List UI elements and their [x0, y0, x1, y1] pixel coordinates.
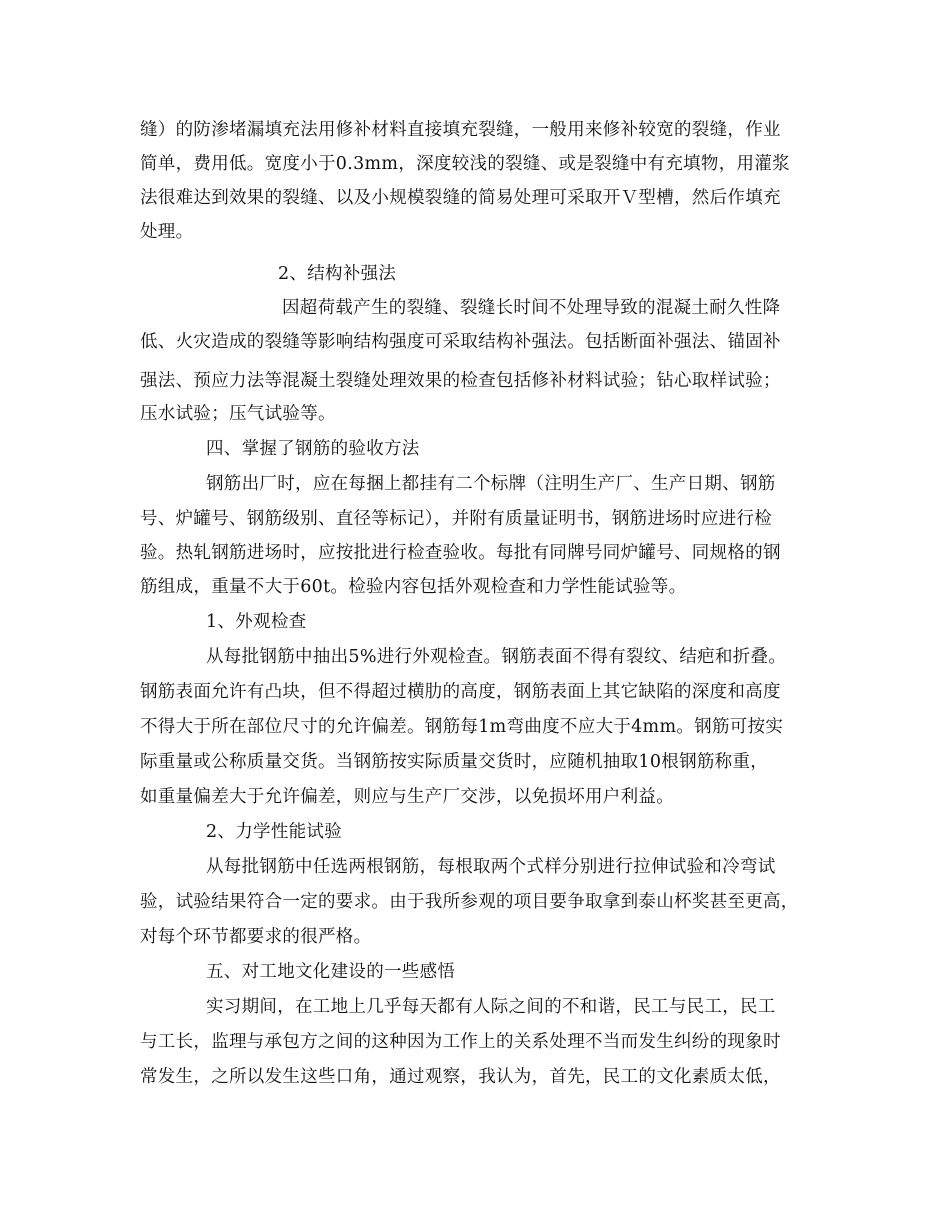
text-line: 压水试验；压气试验等。	[140, 404, 336, 424]
text-line: 不得大于所在部位尺寸的允许偏差。钢筋每1m弯曲度不应大于4mm。钢筋可按实	[140, 717, 784, 737]
text-line: 因超荷载产生的裂缝、裂缝长时间不处理导致的混凝土耐久性降	[282, 298, 781, 318]
text-line: 如重量偏差大于允许偏差，则应与生产厂交涉，以免损坏用户利益。	[140, 787, 674, 807]
text-line: 从每批钢筋中抽出5%进行外观检查。钢筋表面不得有裂纹、结疤和折叠。	[206, 647, 787, 667]
text-line: 际重量或公称质量交货。当钢筋按实际质量交货时，应随机抽取10根钢筋称重，	[140, 752, 769, 772]
text-line: 低、火灾造成的裂缝等影响结构强度可采取结构补强法。包括断面补强法、锚固补	[140, 332, 781, 352]
section-heading: 2、结构补强法	[278, 264, 397, 284]
text-line: 钢筋出厂时，应在每捆上都挂有二个标牌（注明生产厂、生产日期、钢筋	[206, 474, 776, 494]
text-line: 强法、预应力法等混凝土裂缝处理效果的检查包括修补材料试验；钻心取样试验；	[140, 371, 781, 391]
text-line: 缝）的防渗堵漏填充法用修补材料直接填充裂缝，一般用来修补较宽的裂缝，作业	[140, 120, 781, 140]
text-line: 号、炉罐号、钢筋级别、直径等标记），并附有质量证明书，钢筋进场时应进行检	[140, 509, 773, 529]
text-line: 验。热轧钢筋进场时，应按批进行检查验收。每批有同牌号同炉罐号、同规格的钢	[140, 543, 781, 563]
text-line: 法很难达到效果的裂缝、以及小规模裂缝的简易处理可采取开Ｖ型槽，然后作填充	[140, 188, 781, 208]
section-heading: 四、掌握了钢筋的验收方法	[206, 439, 420, 459]
text-line: 实习期间，在工地上几乎每天都有人际之间的不和谐，民工与民工，民工	[206, 997, 776, 1017]
text-line: 与工长，监理与承包方之间的这种因为工作上的关系处理不当而发生纠纷的现象时	[140, 1032, 781, 1052]
text-line: 简单，费用低。宽度小于0.3mm，深度较浅的裂缝、或是裂缝中有充填物，用灌浆	[140, 154, 790, 174]
text-line: 钢筋表面允许有凸块，但不得超过横肋的高度，钢筋表面上其它缺陷的深度和高度	[140, 682, 781, 702]
text-line: 对每个环节都要求的很严格。	[140, 927, 372, 947]
section-heading: 2、力学性能试验	[206, 822, 343, 842]
text-line: 验，试验结果符合一定的要求。由于我所参观的项目要争取拿到泰山杯奖甚至更高，	[140, 892, 799, 912]
section-heading: 1、外观检查	[206, 612, 307, 632]
text-line: 处理。	[140, 222, 194, 242]
text-line: 常发生，之所以发生这些口角，通过观察，我认为，首先，民工的文化素质太低，	[140, 1067, 781, 1087]
section-heading: 五、对工地文化建设的一些感悟	[206, 962, 456, 982]
text-line: 从每批钢筋中任选两根钢筋，每根取两个式样分别进行拉伸试验和冷弯试	[206, 857, 776, 877]
text-line: 筋组成，重量不大于60t。检验内容包括外观检查和力学性能试验等。	[140, 577, 687, 597]
